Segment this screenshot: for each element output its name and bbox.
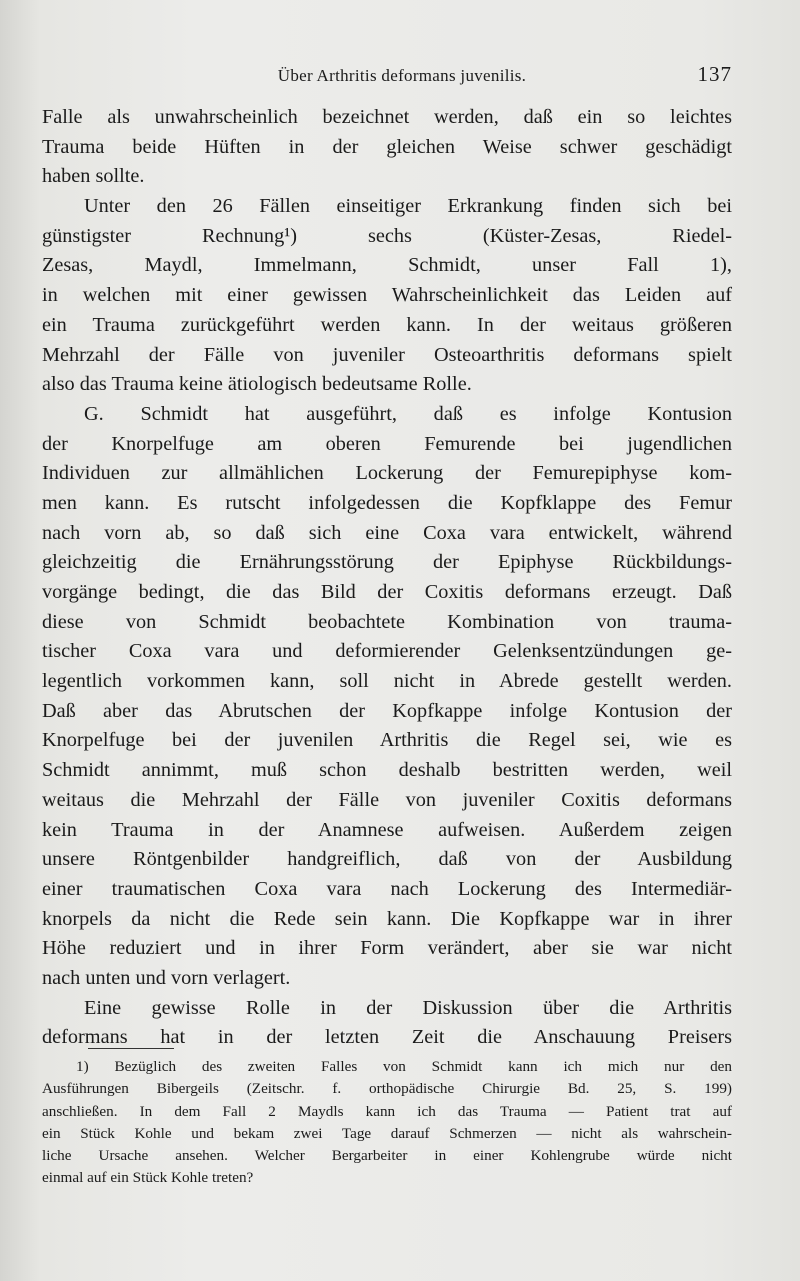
footnote-line: liche Ursache ansehen. Welcher Bergarbeiter in einer Kohlengrube würde nicht: [42, 1147, 732, 1165]
text-line: in welchen mit einer gewissen Wahrscheinlichkeit das Leiden auf: [42, 284, 732, 307]
footnote-line: Ausführungen Bibergeils (Zeitschr. f. orthopädische Chirurgie Bd. 25, S. 199): [42, 1080, 732, 1098]
footnote-line: 1) Bezüglich des zweiten Falles von Schmidt kann ich mich nur den: [76, 1058, 732, 1075]
text-line: der Knorpelfuge am oberen Femurende bei jugendlichen: [42, 432, 732, 455]
text-line: deformans hat in der letzten Zeit die Anschauung Preisers: [42, 1026, 732, 1049]
text-line: Knorpelfuge bei der juvenilen Arthritis die Regel sei, wie es: [42, 729, 732, 752]
footnote-line: einmal auf ein Stück Kohle treten?: [42, 1169, 254, 1187]
text-line: tischer Coxa vara und deformierender Gelenksentzündungen ge-: [42, 640, 732, 663]
text-line: also das Trauma keine ätiologisch bedeutsame Rolle.: [42, 373, 472, 396]
footnote-line: ein Stück Kohle und bekam zwei Tage darauf Schmerzen — nicht als wahrschein-: [42, 1124, 732, 1142]
text-line: diese von Schmidt beobachtete Kombination von trauma-: [42, 610, 732, 633]
text-line: men kann. Es rutscht infolgedessen die Kopfklappe des Femur: [42, 491, 732, 514]
text-line: Höhe reduziert und in ihrer Form verändert, aber sie war nicht: [42, 937, 732, 960]
text-line: nach unten und vorn verlagert.: [42, 966, 291, 989]
running-header: [42, 62, 732, 92]
text-line: einer traumatischen Coxa vara nach Lockerung des Intermediär-: [42, 877, 732, 900]
text-line: Zesas, Maydl, Immelmann, Schmidt, unser Fall 1),: [42, 254, 732, 277]
text-line: günstigster Rechnung¹) sechs (Küster-Zesas, Riedel-: [42, 224, 732, 247]
footnote-rule: [88, 1048, 174, 1049]
text-line: Schmidt annimmt, muß schon deshalb bestritten werden, weil: [42, 759, 732, 782]
text-line: ein Trauma zurückgeführt werden kann. In der weitaus größeren: [42, 313, 732, 336]
text-line: vorgänge bedingt, die das Bild der Coxitis deformans erzeugt. Daß: [42, 581, 732, 603]
text-line: Individuen zur allmählichen Lockerung der Femurepiphyse kom-: [42, 462, 732, 485]
text-line: gleichzeitig die Ernährungsstörung der Epiphyse Rückbildungs-: [42, 551, 732, 574]
text-line: legentlich vorkommen kann, soll nicht in Abrede gestellt werden.: [42, 670, 732, 693]
text-line: G. Schmidt hat ausgeführt, daß es infolge Kontusion: [84, 402, 732, 425]
text-line: nach vorn ab, so daß sich eine Coxa vara entwickelt, während: [42, 521, 732, 544]
text-line: knorpels da nicht die Rede sein kann. Die Kopfkappe war in ihrer: [42, 907, 732, 930]
text-line: Falle als unwahrscheinlich bezeichnet werden, daß ein so leichtes: [42, 106, 732, 128]
text-line: Eine gewisse Rolle in der Diskussion über die Arthritis: [84, 996, 732, 1019]
footnotes: [42, 1056, 732, 1190]
body-text: [42, 103, 732, 1053]
text-line: weitaus die Mehrzahl der Fälle von juveniler Coxitis deformans: [42, 788, 732, 811]
footnote-line: anschließen. In dem Fall 2 Maydls kann ich das Trauma — Patient trat auf: [42, 1102, 732, 1120]
text-line: unsere Röntgenbilder handgreiflich, daß von der Ausbildung: [42, 848, 732, 871]
text-line: Mehrzahl der Fälle von juveniler Osteoarthritis deformans spielt: [42, 343, 732, 366]
running-title: Über Arthritis deformans juvenilis.: [277, 66, 527, 85]
text-line: haben sollte.: [42, 165, 145, 188]
text-line: Daß aber das Abrutschen der Kopfkappe infolge Kontusion der: [42, 699, 732, 722]
text-line: kein Trauma in der Anamnese aufweisen. Außerdem zeigen: [42, 818, 732, 841]
page-number: 137: [697, 62, 732, 86]
text-line: Unter den 26 Fällen einseitiger Erkrankung finden sich bei: [84, 195, 732, 218]
text-line: Trauma beide Hüften in der gleichen Weise schwer geschädigt: [42, 135, 732, 158]
